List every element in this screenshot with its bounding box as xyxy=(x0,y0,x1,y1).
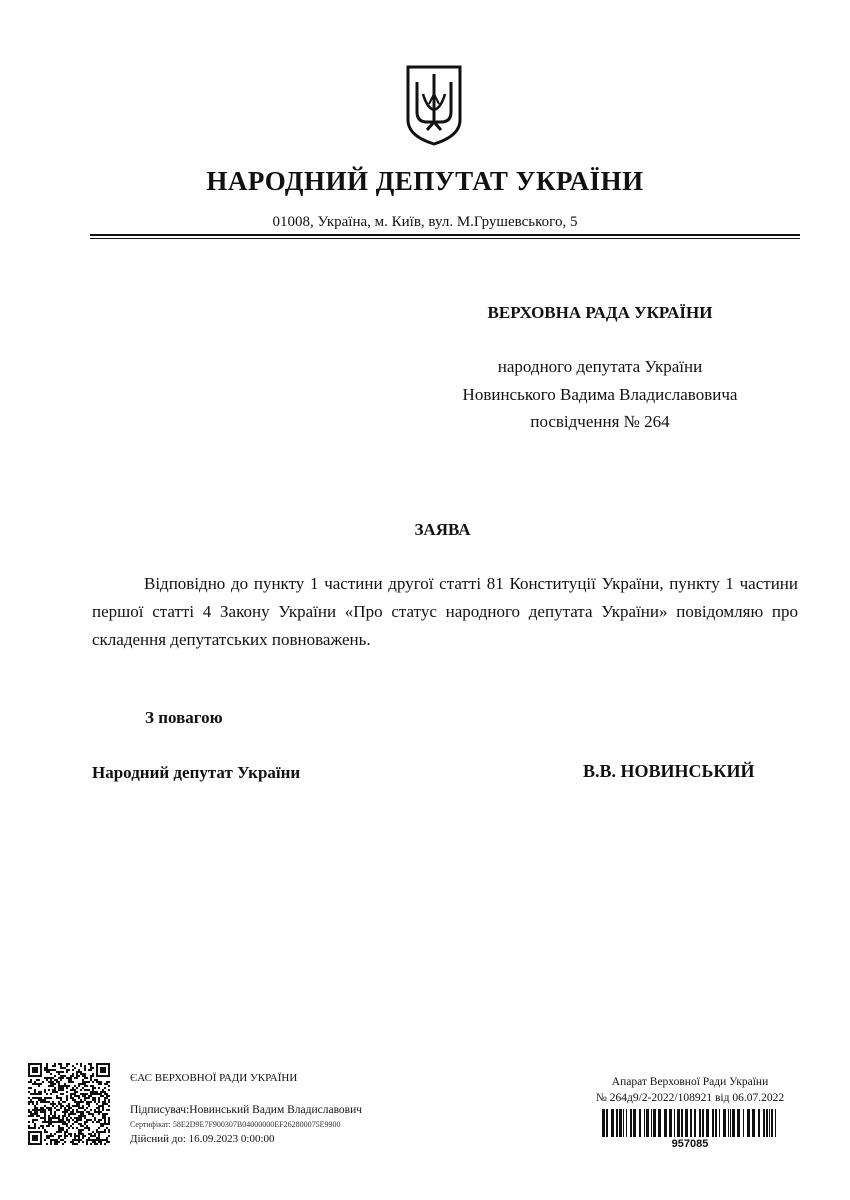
digital-signer: Підписувач:Новинський Вадим Владиславович xyxy=(130,1104,363,1116)
certificate-validity: Дійсний до: 16.09.2023 0:00:00 xyxy=(130,1133,275,1145)
registry-org: Апарат Верховної Ради України xyxy=(611,1076,769,1088)
sender-name: Новинського Вадима Владиславовича xyxy=(462,385,738,404)
recipient: ВЕРХОВНА РАДА УКРАЇНИ xyxy=(487,303,713,322)
registry-number: № 264д9/2-2022/108921 від 06.07.2022 xyxy=(595,1092,785,1104)
certificate-id: Сертифікат: 58E2D9E7F900307B04000000EF262800075E9900 xyxy=(130,1120,341,1129)
sender-line: народного депутата України xyxy=(497,357,703,376)
header-divider-thin xyxy=(90,238,800,239)
trident-emblem-icon xyxy=(405,64,463,146)
qr-code xyxy=(28,1063,110,1145)
office-address: 01008, Україна, м. Київ, вул. М.Грушевського, 5 xyxy=(272,214,578,230)
sender-id: посвідчення № 264 xyxy=(530,412,670,431)
closing-regards: З повагою xyxy=(145,708,223,727)
signer-name: В.В. НОВИНСЬКИЙ xyxy=(583,761,755,781)
eas-title: ЄАС ВЕРХОВНОЇ РАДИ УКРАЇНИ xyxy=(130,1072,298,1084)
document-body: Відповідно до пункту 1 частини другої статті 81 Конституції України, пункту 1 частини першої статті 4 Закону України «Про статус народного депутата України» повідомляю про складення депутатських повноважень. xyxy=(92,574,798,649)
signer-position: Народний депутат України xyxy=(92,763,301,782)
header-divider xyxy=(90,234,800,236)
barcode-number: 957085 xyxy=(671,1138,709,1150)
page-title: НАРОДНИЙ ДЕПУТАТ УКРАЇНИ xyxy=(206,166,644,196)
document-title: ЗАЯВА xyxy=(414,520,471,539)
barcode xyxy=(600,1109,780,1137)
